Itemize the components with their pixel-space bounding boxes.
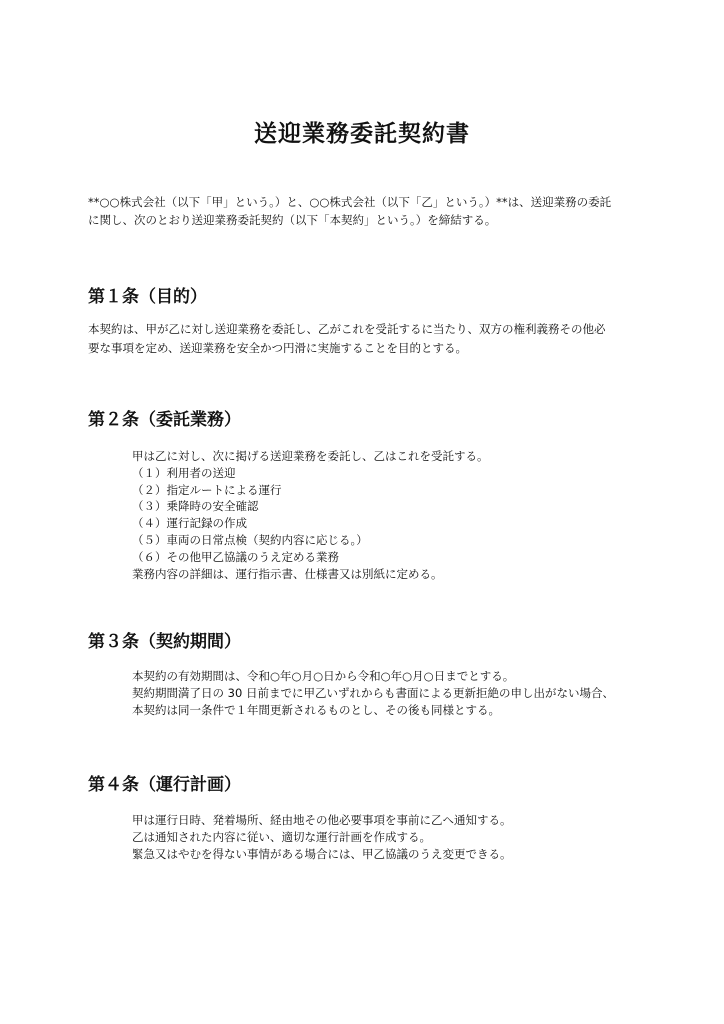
article-4-line: 緊急又はやむを得ない事情がある場合には、甲乙協議のうえ変更できる。 — [132, 846, 512, 861]
article-1-line: 本契約は、甲が乙に対し送迎業務を委託し、乙がこれを受託するに当たり、双方の権利義務その他必 — [88, 322, 606, 336]
article-4-line: 甲は運行日時、発着場所、経由地その他必要事項を事前に乙へ通知する。 — [132, 813, 512, 827]
article-2-heading: 第２条（委託業務） — [88, 410, 241, 430]
article-2-body — [132, 448, 652, 582]
article-3-line: 本契約の有効期間は、令和○年○月○日から令和○年○月○日までとする。 — [132, 669, 515, 683]
list-item: （６）その他甲乙協議のうえ定める業務 — [132, 549, 339, 564]
article-2-item-list — [132, 465, 652, 566]
article-3-heading: 第３条（契約期間） — [88, 632, 241, 652]
list-item: （５）車両の日常点検（契約内容に応じる。） — [132, 532, 368, 547]
intro-paragraph — [88, 193, 648, 229]
document-title: 送迎業務委託契約書 — [254, 121, 470, 147]
article-4-heading: 第４条（運行計画） — [88, 775, 241, 795]
article-2-lead: 甲は乙に対し、次に掲げる送迎業務を委託し、乙はこれを受託する。 — [132, 449, 489, 463]
article-4-body — [132, 812, 652, 862]
list-item: （１）利用者の送迎 — [132, 465, 236, 480]
article-1-line: 要な事項を定め、送迎業務を安全かつ円滑に実施することを目的とする。 — [88, 340, 468, 355]
article-3-body — [132, 668, 652, 718]
article-1-body — [88, 320, 648, 357]
article-4-line: 乙は通知された内容に従い、適切な運行計画を作成する。 — [132, 829, 431, 844]
list-item: （３）乗降時の安全確認 — [132, 499, 259, 514]
article-1-heading: 第１条（目的） — [88, 287, 207, 307]
list-item: （４）運行記録の作成 — [132, 516, 247, 531]
article-2-closing: 業務内容の詳細は、運行指示書、仕様書又は別紙に定める。 — [132, 566, 443, 581]
list-item: （２）指定ルートによる運行 — [132, 482, 282, 497]
intro-line: に関し、次のとおり送迎業務委託契約（以下「本契約」という。）を締結する。 — [88, 213, 497, 227]
article-3-line: 契約期間満了日の 30 日前までに甲乙いずれからも書面による更新拒絶の申し出がない場合、 — [132, 685, 614, 700]
article-3-line: 本契約は同一条件で１年間更新されるものとし、その後も同様とする。 — [132, 702, 500, 717]
intro-line: **○○株式会社（以下「甲」という。）と、○○株式会社（以下「乙」という。）**は、送迎業務の委託 — [88, 195, 612, 209]
